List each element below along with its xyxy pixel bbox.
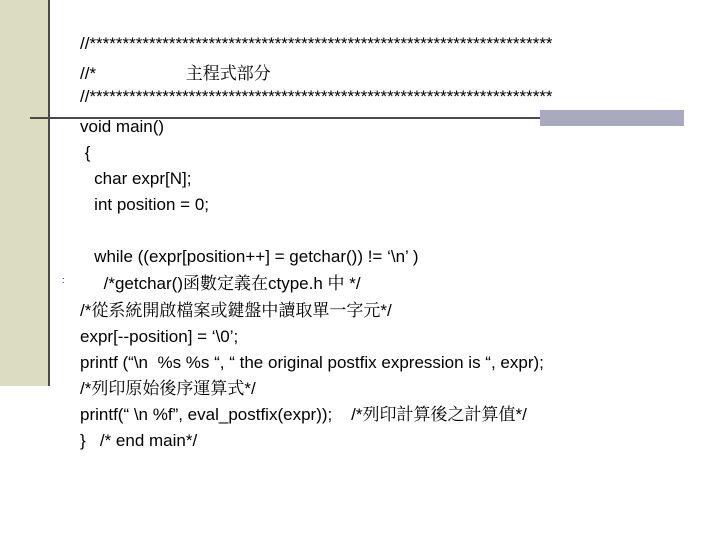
divider-accent-block: [540, 110, 684, 126]
code-line-while: while ((expr[position++] = getchar()) != ‘\n’ ): [80, 247, 419, 266]
code-line-comment-border-top: //**********************************************************************: [80, 34, 553, 53]
code-line-read-comment: /*從系統開啟檔案或鍵盤中讀取單一字元*/: [80, 301, 392, 320]
left-accent-line: [48, 0, 50, 386]
code-line-main-signature: void main(): [80, 117, 165, 136]
code-line-char-decl: char expr[N];: [80, 169, 192, 188]
left-accent-bar: [0, 0, 48, 386]
bullet-marker: :: [62, 275, 65, 285]
code-line-print-comment: /*列印原始後序運算式*/: [80, 379, 256, 398]
code-line-comment-border-bottom: //**********************************************************************: [80, 87, 553, 106]
code-line-null-terminate: expr[--position] = ‘\0’;: [80, 327, 239, 346]
code-line-int-decl: int position = 0;: [80, 195, 209, 214]
code-line-section-title: //* 主程式部分: [80, 64, 271, 83]
code-line-printf-result: printf(“ \n %f”, eval_postfix(expr)); /*列印計算後之計算值*/: [80, 405, 527, 424]
code-line-open-brace: {: [80, 143, 91, 162]
code-line-end-main: } /* end main*/: [80, 431, 198, 450]
code-line-printf-expr: printf (“\n %s %s “, “ the original postfix expression is “, expr);: [80, 353, 544, 372]
code-line-getchar-comment: /*getchar()函數定義在ctype.h 中 */: [80, 274, 361, 293]
